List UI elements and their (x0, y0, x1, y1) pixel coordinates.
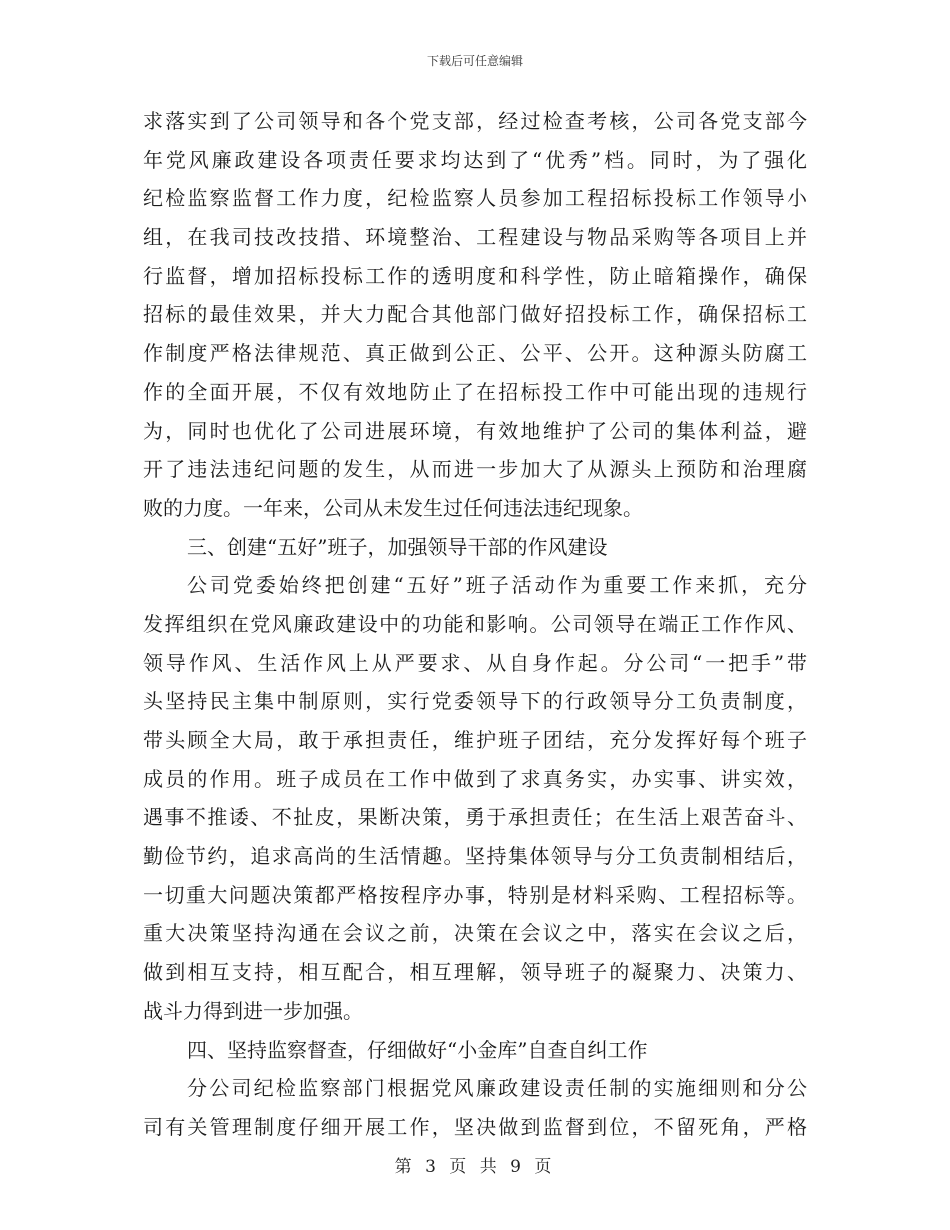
text-line: 头坚持民主集中制原则，实行党委领导下的行政领导分工负责制度， (143, 689, 807, 714)
text-line: 行监督，增加招标投标工作的透明度和科学性，防止暗箱操作，确保 (143, 263, 807, 288)
text-line: 重大决策坚持沟通在会议之前，决策在会议之中，落实在会议之后， (143, 921, 807, 946)
text-line: 做到相互支持，相互配合，相互理解，领导班子的凝聚力、决策力、 (143, 960, 807, 985)
text-line: 遇事不推诿、不扯皮，果断决策，勇于承担责任；在生活上艰苦奋斗、 (143, 805, 807, 830)
text-line: 作的全面开展，不仅有效地防止了在招标投工作中可能出现的违规行 (143, 379, 807, 404)
text-line: 分公司纪检监察部门根据党风廉政建设责任制的实施细则和分公 (187, 1076, 807, 1101)
text-line: 四、坚持监察督查，仔细做好“小金库”自查自纠工作 (187, 1037, 648, 1062)
text-line: 一切重大问题决策都严格按程序办事，特别是材料采购、工程招标等。 (143, 882, 807, 907)
text-line: 败的力度。一年来，公司从未发生过任何违法违纪现象。 (143, 495, 643, 520)
page-footer: 第 3 页 共 9 页 (394, 1157, 556, 1177)
text-line: 招标的最佳效果，并大力配合其他部门做好招投标工作，确保招标工 (143, 302, 807, 327)
text-line: 年党风廉政建设各项责任要求均达到了“优秀”档。同时，为了强化 (143, 147, 807, 172)
text-line: 作制度严格法律规范、真正做到公正、公平、公开。这种源头防腐工 (143, 341, 807, 366)
text-line: 公司党委始终把创建“五好”班子活动作为重要工作来抓，充分 (187, 573, 807, 598)
text-line: 战斗力得到进一步加强。 (143, 998, 363, 1023)
text-line: 三、创建“五好”班子，加强领导干部的作风建设 (187, 534, 608, 559)
text-line: 求落实到了公司领导和各个党支部，经过检查考核，公司各党支部今 (143, 109, 807, 133)
page-header: 下载后可任意编辑 (426, 54, 523, 68)
text-line: 勤俭节约，追求高尚的生活情趣。坚持集体领导与分工负责制相结后， (143, 844, 807, 869)
text-line: 开了违法违纪问题的发生，从而进一步加大了从源头上预防和治理腐 (143, 457, 807, 482)
text-line: 为，同时也优化了公司进展环境，有效地维护了公司的集体利益，避 (143, 418, 807, 443)
text-line: 领导作风、生活作风上从严要求、从自身作起。分公司“一把手”带 (143, 650, 807, 675)
text-line: 带头顾全大局，敢于承担责任，维护班子团结，充分发挥好每个班子 (143, 728, 807, 752)
document-body (143, 102, 807, 1147)
text-line: 组，在我司技改技措、环境整治、工程建设与物品采购等各项目上并 (143, 225, 807, 250)
text-line: 纪检监察监督工作力度，纪检监察人员参加工程招标投标工作领导小 (143, 186, 807, 211)
text-line: 司有关管理制度仔细开展工作，坚决做到监督到位，不留死角，严格 (143, 1114, 807, 1139)
text-line: 成员的作用。班子成员在工作中做到了求真务实，办实事、讲实效， (143, 766, 807, 791)
text-line: 发挥组织在党风廉政建设中的功能和影响。公司领导在端正工作作风、 (143, 611, 807, 636)
